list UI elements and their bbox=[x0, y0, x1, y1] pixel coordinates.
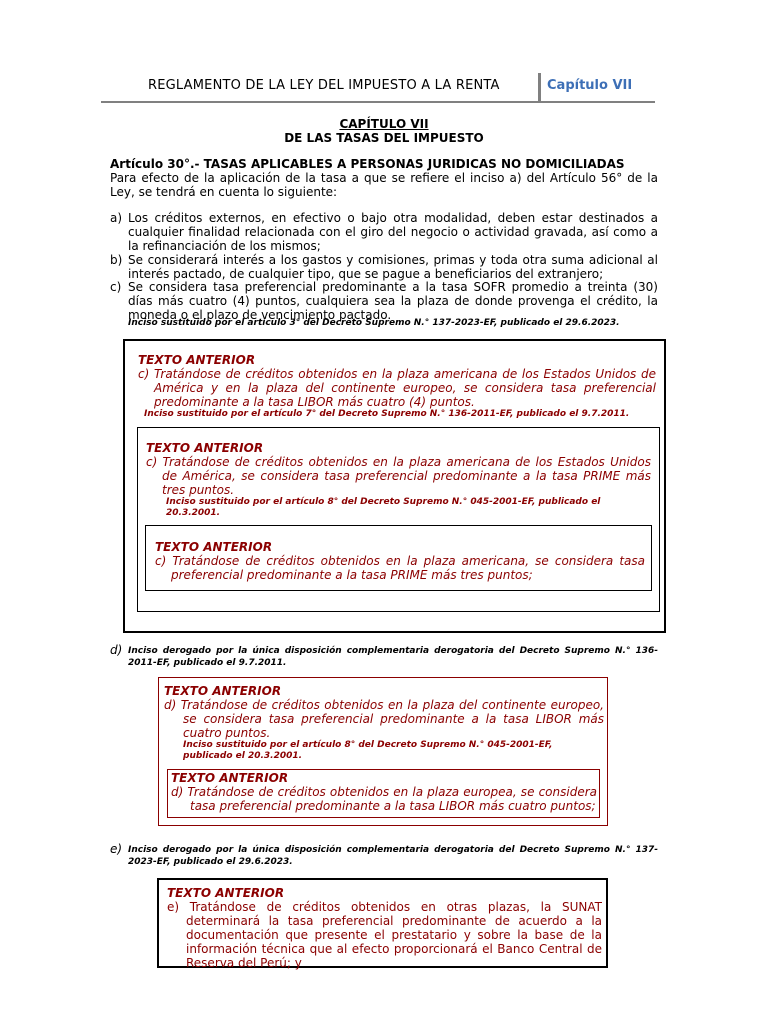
previous-text-box-d1 bbox=[158, 677, 608, 826]
previous-text-box-c2 bbox=[137, 427, 660, 612]
previous-text-box-e1 bbox=[157, 878, 608, 968]
previous-text-heading: TEXTO ANTERIOR bbox=[164, 684, 282, 698]
article-heading: Artículo 30°.- TASAS APLICABLES A PERSONAS JURIDICAS NO DOMICILIADAS bbox=[110, 157, 625, 171]
item-text: Se considerará interés a los gastos y comisiones, primas y toda otra suma adicional al interés pactado, de cualquier tipo, que se pague a beneficiarios del extranjero; bbox=[128, 253, 658, 281]
previous-text-body: c) Tratándose de créditos obtenidos en la plaza americana de los Estados Unidos de América y en la plaza del continente europeo, se considera tasa preferencial predominante a la tasa LIBOR más cuatro (4) puntos. bbox=[138, 367, 656, 409]
header-title: REGLAMENTO DE LA LEY DEL IMPUESTO A LA RENTA bbox=[148, 78, 500, 93]
previous-text-box-d2 bbox=[167, 769, 600, 818]
item-text: Los créditos externos, en efectivo o bajo otra modalidad, deben estar destinados a cualquier finalidad relacionada con el giro del negocio o actividad gravada, así como a la refinanciación de los mismos; bbox=[128, 211, 658, 253]
previous-text-note: Inciso sustituido por el artículo 8° del Decreto Supremo N.° 045-2001-EF, publicado el 20.3.2001. bbox=[166, 497, 601, 518]
previous-text-body: c) Tratándose de créditos obtenidos en la plaza americana, se considera tasa preferencial predominante a la tasa PRIME más tres puntos; bbox=[155, 554, 645, 582]
previous-text-body: d) Tratándose de créditos obtenidos en la plaza del continente europeo, se considera tasa preferencial predominante a la tasa LIBOR más cuatro puntos. bbox=[164, 698, 604, 740]
list-item-c bbox=[110, 280, 658, 322]
item-label: b) bbox=[110, 253, 123, 267]
previous-text-box-c3 bbox=[145, 525, 652, 591]
item-c-note: Inciso sustituido por el artículo 3° del Decreto Supremo N.° 137-2023-EF, publicado el 29.6.2023. bbox=[128, 318, 620, 328]
list-item-b bbox=[110, 253, 658, 281]
previous-text-heading: TEXTO ANTERIOR bbox=[146, 441, 264, 455]
item-e-note: Inciso derogado por la única disposición complementaria derogatoria del Decreto Supremo N.° 137-2023-EF, publicado el 29.6.2023. bbox=[128, 845, 658, 867]
article-intro: Para efecto de la aplicación de la tasa a que se refiere el inciso a) del Artículo 56° de la Ley, se tendrá en cuenta lo siguiente: bbox=[110, 171, 658, 199]
previous-text-heading: TEXTO ANTERIOR bbox=[167, 886, 285, 900]
previous-text-box-c1 bbox=[123, 339, 666, 633]
item-d-note: Inciso derogado por la única disposición complementaria derogatoria del Decreto Supremo N.° 136- 2011-EF, publicado el 9.7.2011. bbox=[128, 646, 658, 668]
previous-text-heading: TEXTO ANTERIOR bbox=[155, 540, 273, 554]
chapter-number: CAPÍTULO VII bbox=[339, 117, 429, 131]
item-text: Se considera tasa preferencial predominante a la tasa SOFR promedio a treinta (30) días más cuatro (4) puntos, cualquiera sea la plaza de donde provenga el crédito, la moneda o el plazo de vencimiento pactado. bbox=[128, 280, 658, 322]
chapter-name: DE LAS TASAS DEL IMPUESTO bbox=[284, 131, 484, 145]
header-divider bbox=[101, 101, 655, 103]
previous-text-heading: TEXTO ANTERIOR bbox=[138, 353, 256, 367]
item-e-label: e) bbox=[110, 842, 123, 856]
previous-text-body: d) Tratándose de créditos obtenidos en la plaza europea, se considera tasa preferencial predominante a la tasa LIBOR más cuatro puntos; bbox=[171, 785, 597, 813]
item-label: a) bbox=[110, 211, 123, 225]
item-d-label: d) bbox=[110, 643, 123, 657]
list-item-a bbox=[110, 211, 658, 253]
previous-text-body: c) Tratándose de créditos obtenidos en la plaza americana de los Estados Unidos de América, se considera tasa preferencial predominante a la tasa PRIME más tres puntos. bbox=[146, 455, 651, 497]
header-chapter: Capítulo VII bbox=[547, 78, 633, 93]
previous-text-body: e) Tratándose de créditos obtenidos en otras plazas, la SUNAT determinará la tasa preferencial predominante de acuerdo a la documentación que presente el prestatario y sobre la base de la información técnica que al efecto proporcionará el Banco Central de Reserva del Perú; y bbox=[167, 900, 602, 970]
item-label: c) bbox=[110, 280, 122, 294]
header-separator bbox=[538, 73, 541, 103]
previous-text-note: Inciso sustituido por el artículo 8° del Decreto Supremo N.° 045-2001-EF, publicado el 20.3.2001. bbox=[183, 740, 553, 761]
previous-text-note: Inciso sustituido por el artículo 7° del Decreto Supremo N.° 136-2011-EF, publicado el 9.7.2011. bbox=[144, 409, 630, 419]
previous-text-heading: TEXTO ANTERIOR bbox=[171, 771, 289, 785]
